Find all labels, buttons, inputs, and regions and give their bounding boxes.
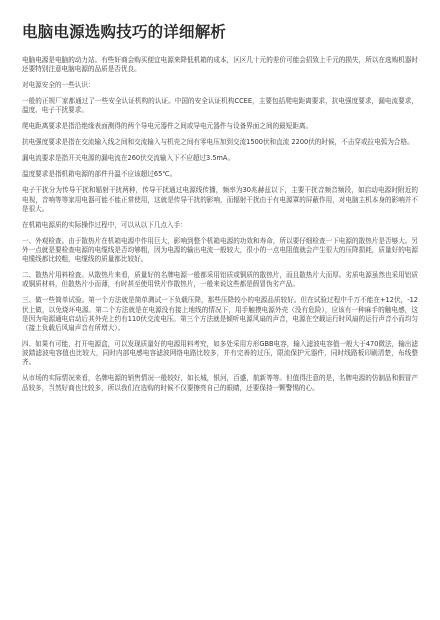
paragraph-temperature: 温度要求是指机箱电源的部件升温不应该超过65℃。 <box>22 170 177 179</box>
article-title: 电脑电源选购技巧的详细解析 <box>22 23 227 41</box>
paragraph-intro: 电脑电源是电脑的动力站。有些奸商会购买便宜电源来降低机箱的成本，区区几十元的差价可能会招致上千元的损失，所以在选购机器时还要特别注意电脑电源的品质是否优良。 <box>22 56 418 74</box>
paragraph-practice-intro: 在机箱电源质的实际操作过程中，可以从以下几点入手： <box>22 220 187 229</box>
paragraph-market-conclusion: 从市场的实际情况来看，名牌电源的销售情况一般较好，如长城，银河，百盛，航新等等。但值得注意的是，名牌电源的仿制品和假冒产品较多，当然好商也比较多，所以我们在选购的时候不仅要擦亮自己的眼睛，还要保持一颗警惕的心。 <box>22 374 418 392</box>
paragraph-certification: 一般的正规厂家都通过了一些安全认证机构的认证。中国的安全认证机构CCEE，主要包括爬电距离要求，抗电强度要求，漏电流要求，温度、电子干扰要求。 <box>22 97 418 115</box>
paragraph-open-case: 四、如果有可能，打开电源盒，可以发现质量好的电源用料考究，如多处采用方形GBB电容，输入滤波电容值一般大于470微法，输出滤波踏滤波电容值也比较大，同时内部电感电容滤波网络电路比较多，并有完善的过压，限流保护元器件，同时线路板印刷清楚，布线整齐。 <box>22 340 418 367</box>
paragraph-simple-tests: 三、做一些简单试验。第一个方法就是简单测试一下负载压降，那些压降较小的电源品质较好。但在试验过程中千万不能在+12伏，-12伏上做，以免烧坏电源。第二个方法就是在电源没有接上地线的情况下，用手触摸电源外壳（没有危险），应该有一种麻手的触电感，这是因为电源通电启动后其外壳上约有110伏交流电压。第三个方法就是倾听电源风扇的声音，电源在空载运行时风扇的运行声音小而均匀（接上负载后风扇声音有所增大）。 <box>22 296 418 333</box>
paragraph-appearance-check: 一、外观检查。由于散热片在机箱电源中作用巨大，影响到整个机箱电源的功效和寿命，所以要仔细检查一下电源的散热片是否够大。另外一点就是要检查电源的电缆线是否均够粗，因为电源的输出电流一般较大，很小的一点电阻值就会产生很大的压降损耗，质量好的电源电缆线都比较粗，电缆线的质量都比较好。 <box>22 236 418 264</box>
article-body <box>22 56 418 393</box>
paragraph-safety-heading: 对电源安全的一些认识： <box>22 81 95 90</box>
paragraph-dielectric-strength: 抗电强度要求是指在交流输入线之间和交流输入与机壳之间有零电压加到交流1500伏和直流 2200伏的时候，不击穿或拉电弧为合格。 <box>22 138 414 147</box>
paragraph-creepage: 爬电距离要求是指沿绝缘表面测得的两个导电元器件之间或导电元器件与设备界面之间的最短距离。 <box>22 122 313 131</box>
paragraph-interference: 电子干扰分为传导干扰和辐射干扰两种，传导干扰通过电源线传播，频率为30兆赫兹以下，主要干扰音频音频段，如启动电源时附近的电视，音响等等家用电器可能不能正常使用，这就是传导干扰的影响，而辐射干扰由于有电源罩的屏蔽作用，对电脑主机本身的影响并不是很大。 <box>22 186 418 213</box>
paragraph-heatsink-check: 二、散热片用料检查。从散热片来看，质量好的名牌电源一般都采用铝质或铜质的散热片，而且散热片大而厚。劣质电源虽然也采用铝质或铜质材料，但散热片小而薄，有时甚至使用铁片作散热片，一般来说这些都是假冒伪劣产品。 <box>22 271 418 289</box>
paragraph-leakage-current: 漏电流要求是指开关电源的漏电流在260伏交流输入下不应超过3.5mA。 <box>22 154 235 163</box>
